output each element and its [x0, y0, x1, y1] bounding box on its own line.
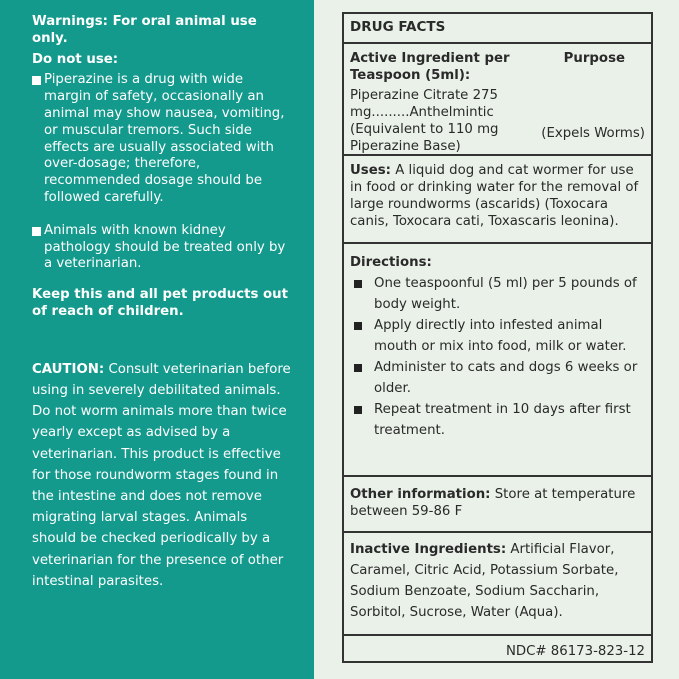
do-not-use-heading: Do not use:	[32, 51, 119, 67]
warning-text: Animals with known kidney pathology should be treated only by a veterinarian.	[44, 222, 286, 272]
inactive-label: Inactive Ingredients:	[350, 542, 507, 557]
square-bullet-icon	[354, 322, 362, 330]
warning-bullet	[32, 72, 294, 206]
active-label: Active Ingredient per Teaspoon (5ml):	[350, 51, 510, 83]
direction-text: Repeat treatment in 10 days after first treatment.	[374, 402, 631, 438]
uses-text: A liquid dog and cat wormer for use in food or drinking water for the removal of large roundworms (ascarids) (Toxocara canis, Toxocara cati, Toxascaris leonina).	[350, 163, 639, 229]
warning-text: Piperazine is a drug with wide margin of safety, occasionally an animal may show nausea, vomiting, or muscular tremors. Such side effects are usually associated with over-dosage; therefore, recommended dosage should be followed carefully.	[44, 72, 285, 205]
purpose: Anthelmintic	[409, 105, 494, 120]
square-bullet-icon	[32, 227, 41, 236]
drug-facts-title: DRUG FACTS	[344, 14, 651, 44]
direction-text: One teaspoonful (5 ml) per 5 pounds of body weight.	[374, 276, 637, 312]
direction-text: Administer to cats and dogs 6 weeks or older.	[374, 360, 638, 396]
direction-item	[350, 315, 645, 357]
dot-leader: .........	[371, 105, 410, 120]
ingredient: Piperazine Citrate 275 mg	[350, 88, 498, 120]
directions-label: Directions:	[350, 255, 432, 270]
square-bullet-icon	[354, 280, 362, 288]
keep-away-text: Keep this and all pet products out of reach of children.	[32, 287, 288, 319]
purpose-label: Purpose	[563, 51, 625, 66]
purpose-note: (Expels Worms)	[541, 126, 645, 141]
active-ingredient-section	[344, 44, 651, 156]
other-label: Other information:	[350, 487, 491, 502]
inactive-text: Artificial Flavor, Caramel, Citric Acid, Potassium Sorbate, Sodium Benzoate, Sodium Saccharin, Sorbitol, Sucrose, Water (Aqua).	[350, 542, 619, 620]
uses-section	[344, 156, 651, 244]
direction-item	[350, 273, 645, 315]
warnings-heading: Warnings: For oral animal use only.	[32, 14, 257, 46]
square-bullet-icon	[354, 406, 362, 414]
directions-section	[344, 244, 651, 477]
square-bullet-icon	[354, 364, 362, 372]
direction-text: Apply directly into infested animal mouth or mix into food, milk or water.	[374, 318, 627, 354]
warnings-panel	[0, 0, 314, 679]
equivalent: (Equivalent to 110 mg Piperazine Base)	[350, 122, 499, 154]
warning-bullet	[32, 223, 294, 273]
caution-label: CAUTION:	[32, 361, 105, 377]
other-info-section	[344, 477, 651, 533]
direction-item	[350, 399, 645, 441]
uses-label: Uses:	[350, 163, 391, 178]
ingredient-line	[350, 87, 645, 121]
caution-body: Consult veterinarian before using in severely debilitated animals. Do not worm animals more than twice yearly except as advised by a veterinarian. This product is effective for those roundworm stages found in the intestine and does not remove migrating larval stages. Animals should be checked periodically by a veterinarian for the presence of other intestinal parasites.	[32, 361, 291, 589]
square-bullet-icon	[32, 76, 41, 85]
ndc-number: NDC# 86173-823-12	[505, 644, 645, 659]
drug-facts-box	[342, 12, 653, 663]
other-text: Store at temperature between 59-86 F	[350, 487, 636, 519]
direction-item	[350, 357, 645, 399]
caution-text	[32, 359, 294, 592]
inactive-section	[344, 533, 651, 636]
